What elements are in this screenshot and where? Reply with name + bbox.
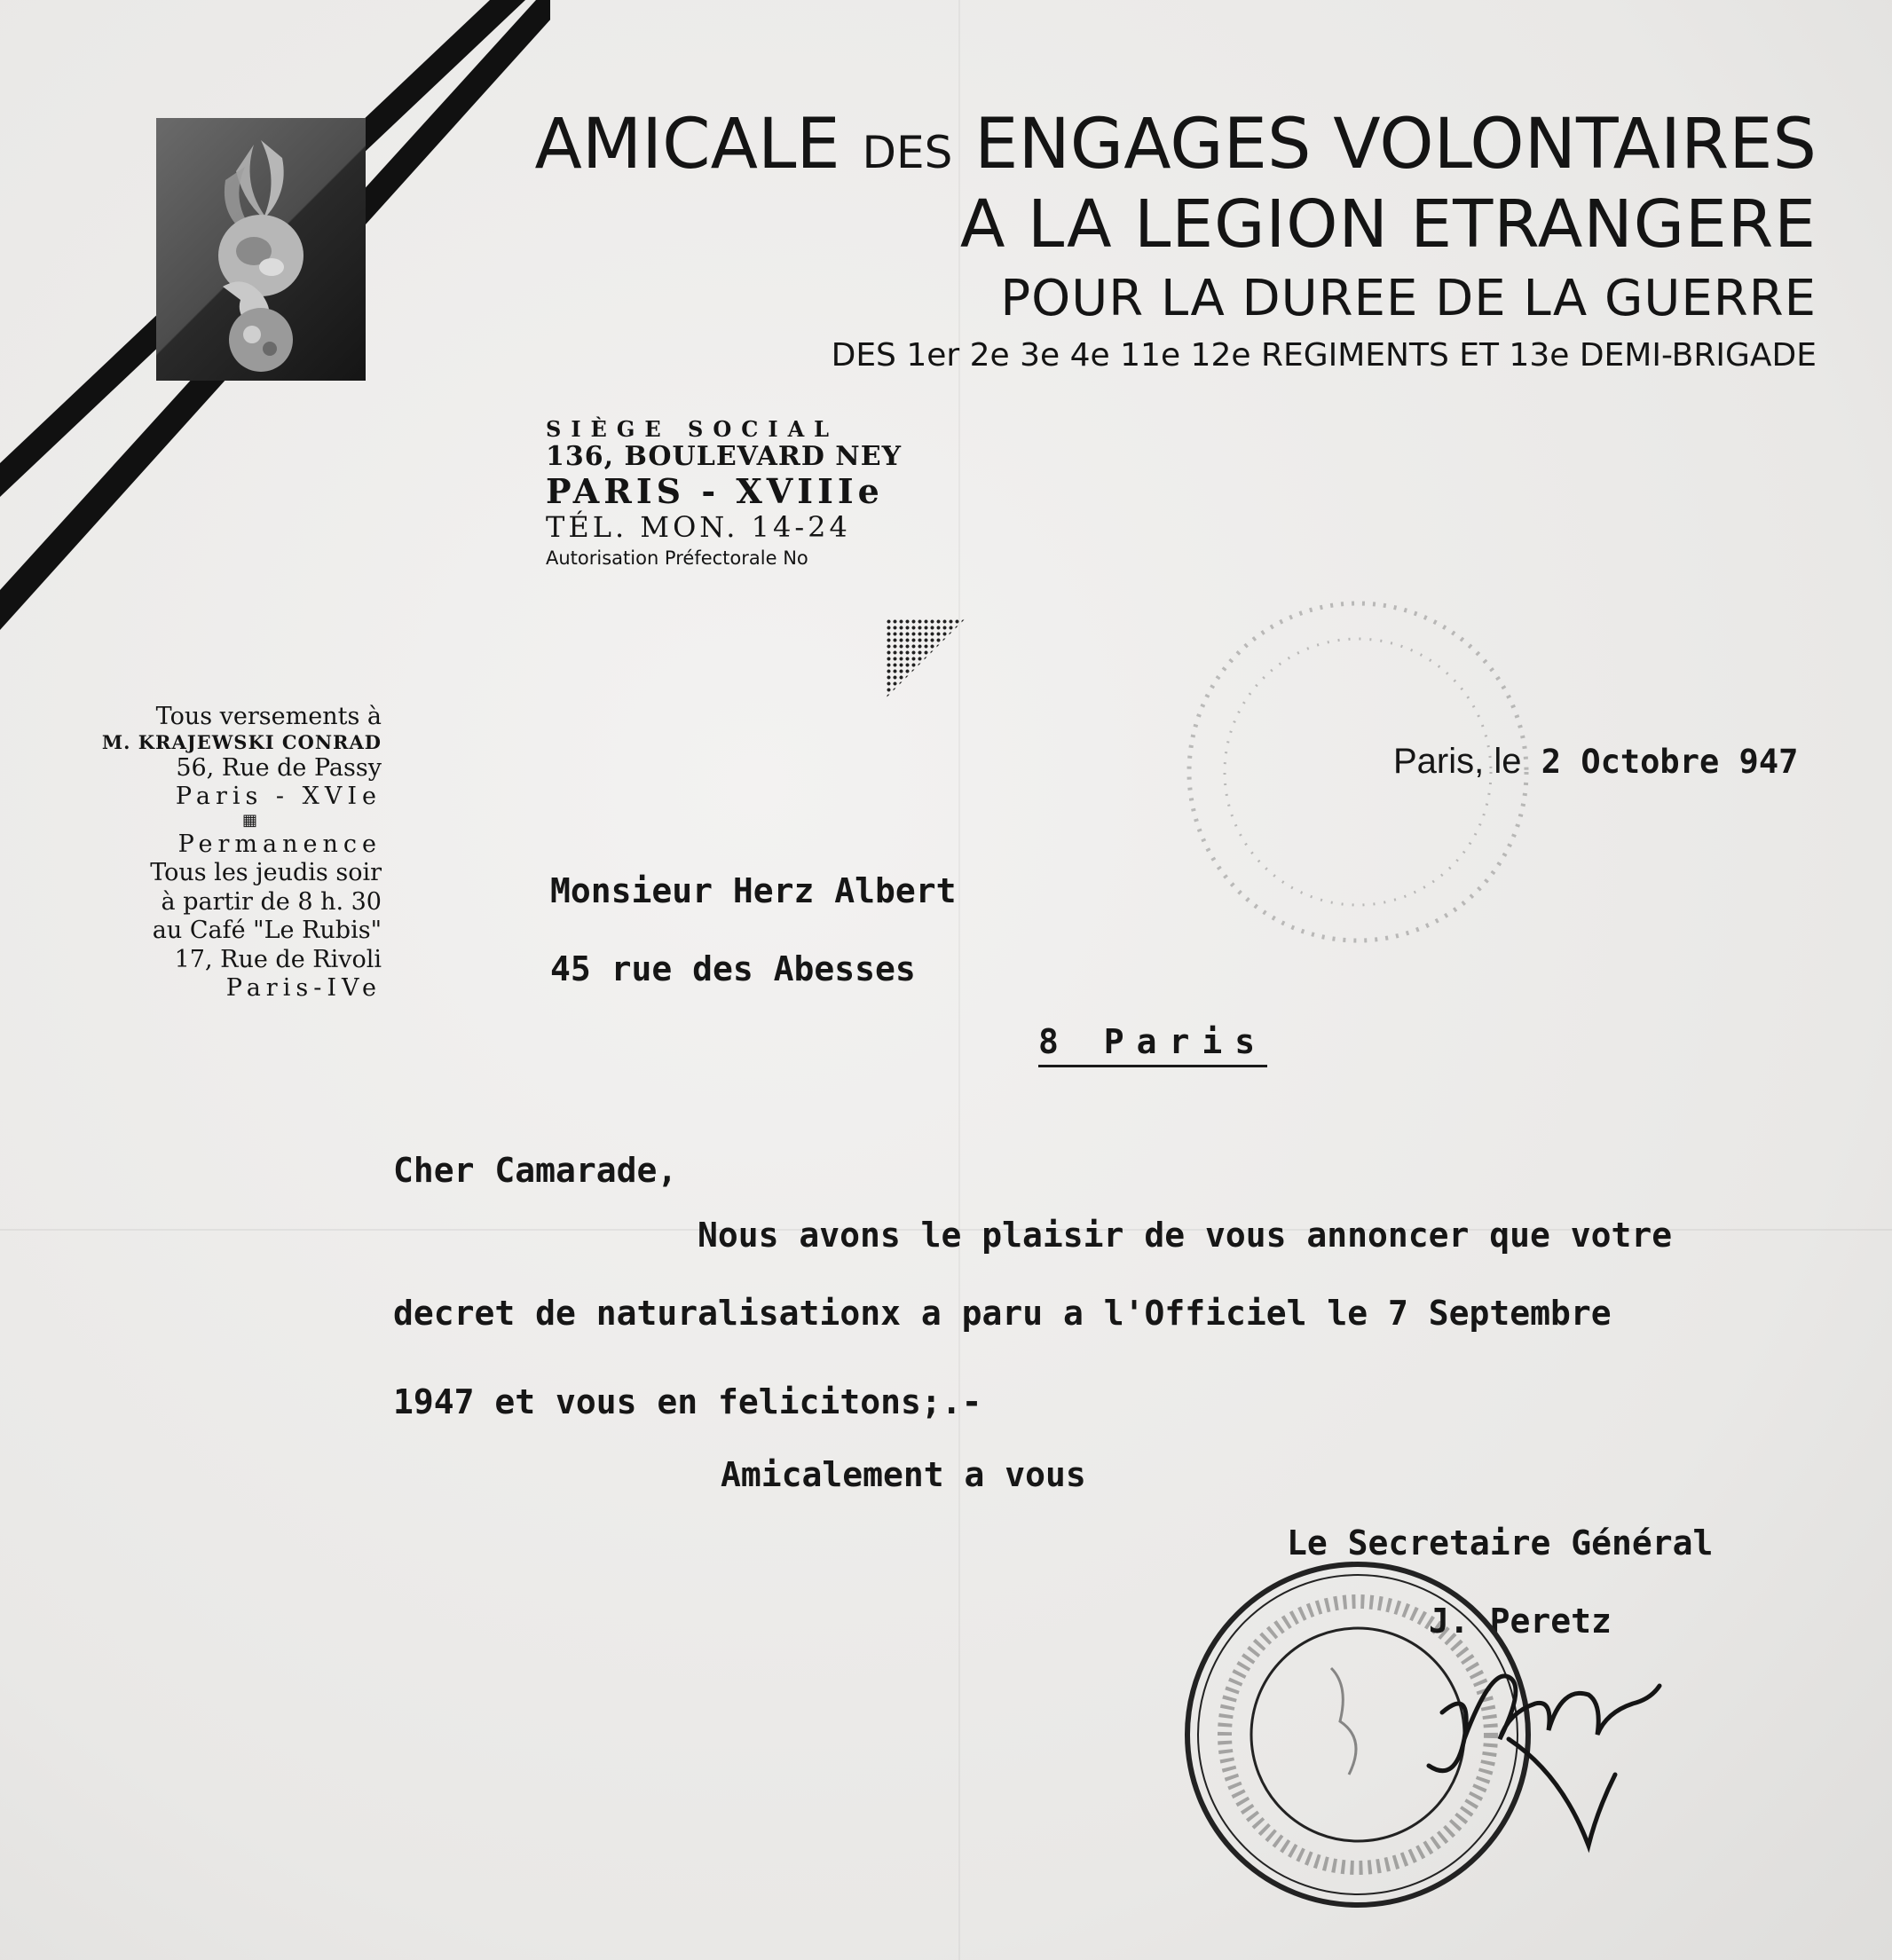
recipient-city: 8 Paris [1038,1022,1267,1067]
signer-title: Le Secretaire Général [1287,1523,1714,1562]
sidebar-permanence: Permanence [177,830,382,858]
recipient-name: Monsieur Herz Albert [550,871,957,910]
date-value: 2 Octobre 947 [1541,743,1799,781]
sidebar-ornament-icon: ▦ [241,811,257,830]
letterhead-des: DES [862,127,953,178]
letterhead-line-3: POUR LA DUREE DE LA GUERRE [1000,270,1817,327]
greeting: Cher Camarade, [393,1151,678,1190]
siege-city: PARIS - XVIIIe [546,471,884,512]
siege-auth: Autorisation Préfectorale No [546,547,808,569]
body-line-1: Nous avons le plaisir de vous annoncer que votre [698,1216,1673,1255]
siege-tel: TÉL. MON. 14-24 [546,509,851,544]
letterhead-line-2: A LA LEGION ETRANGERE [959,186,1817,263]
sidebar-when: Tous les jeudis soir [150,859,382,887]
signer-name: J. Peretz [1429,1602,1612,1641]
siege-label: SIÈGE SOCIAL [546,416,840,442]
date-city: Paris, le [1393,742,1522,781]
sidebar-cafe-city: Paris-IVe [225,973,382,1002]
closing: Amicalement a vous [721,1455,1086,1494]
sidebar-hour: à partir de 8 h. 30 [161,887,382,916]
body-line-2: decret de naturalisationx a paru a l'Officiel le 7 Septembre [393,1294,1612,1333]
sidebar-cafe: au Café "Le Rubis" [152,917,382,945]
body-line-3: 1947 et vous en felicitons;.- [393,1382,982,1421]
letterhead-engages: ENGAGES VOLONTAIRES [974,105,1817,185]
sidebar-versements: Tous versements à [155,703,382,730]
sidebar-city: Paris - XVIe [175,782,382,810]
letterhead-amicale: AMICALE [534,105,840,185]
recipient-street: 45 rue des Abesses [550,949,916,988]
faded-stamp-icon [1189,603,1526,941]
sidebar-street: 56, Rue de Passy [176,753,382,782]
siege-street: 136, BOULEVARD NEY [546,440,902,472]
sidebar-cafe-street: 17, Rue de Rivoli [174,945,382,973]
sidebar-name: M. KRAJEWSKI CONRAD [101,731,382,754]
letterhead-line-4: DES 1er 2e 3e 4e 11e 12e REGIMENTS ET 13e DEMI-BRIGADE [831,337,1817,374]
association-seal-stamp-icon [1187,1564,1528,1905]
